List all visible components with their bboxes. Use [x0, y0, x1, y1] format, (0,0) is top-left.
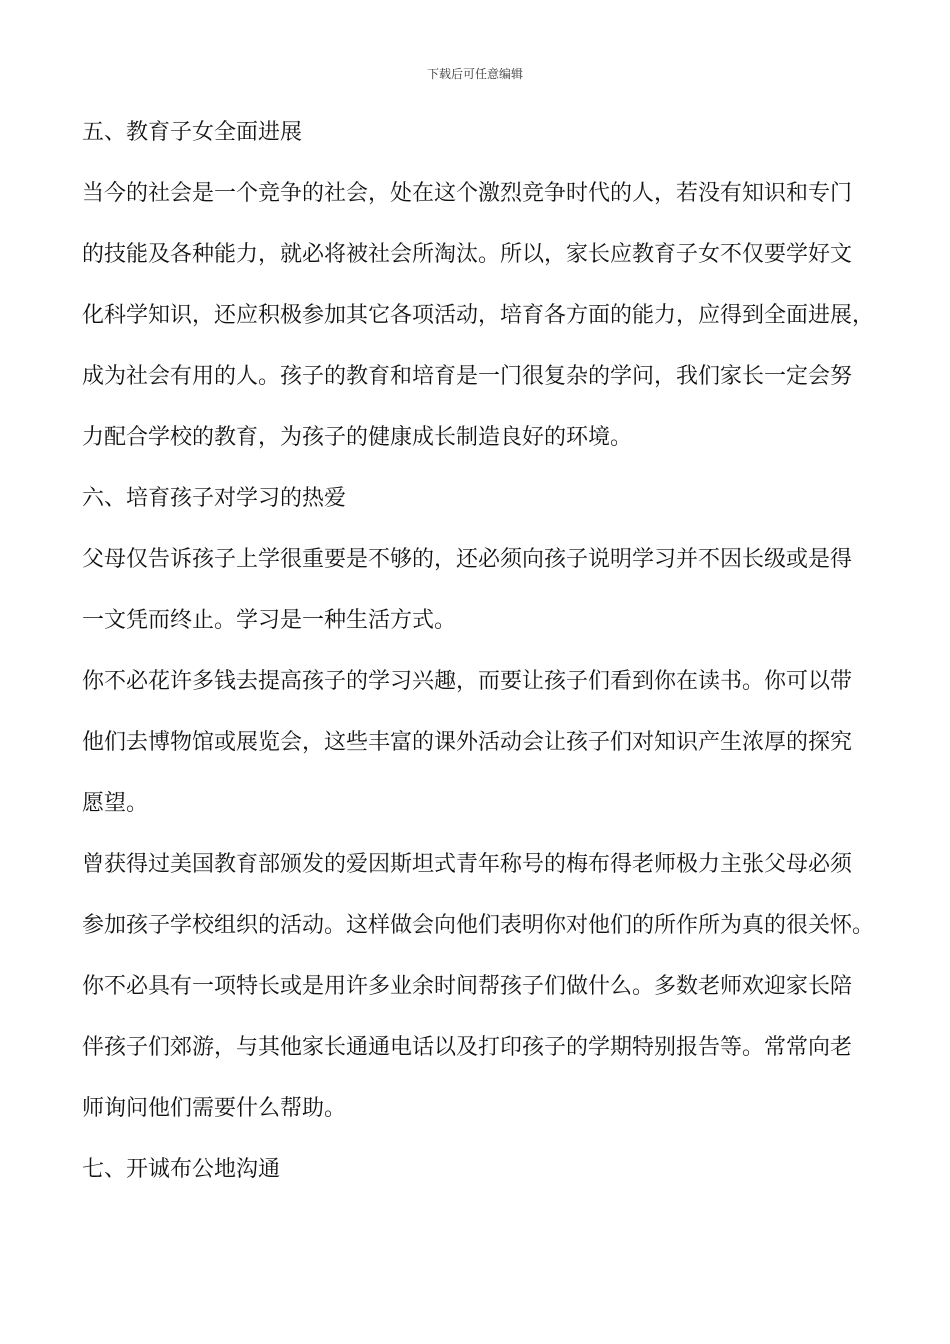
paragraph-line: 父母仅告诉孩子上学很重要是不够的，还必须向孩子说明学习并不因长级或是得 — [82, 547, 853, 572]
paragraph-line: 师询问他们需要什么帮助。 — [82, 1096, 347, 1121]
section-heading-7: 七、开诚布公地沟通 — [82, 1157, 281, 1182]
paragraph-line: 他们去博物馆或展览会，这些丰富的课外活动会让孩子们对知识产生浓厚的探究 — [82, 730, 853, 755]
paragraph-line: 成为社会有用的人。孩子的教育和培育是一门很复杂的学问，我们家长一定会努 — [82, 364, 853, 389]
page-header: 下载后可任意编辑 — [426, 67, 523, 81]
paragraph — [82, 972, 882, 1124]
section-heading-5: 五、教育子女全面进展 — [82, 120, 303, 145]
paragraph-line: 化科学知识，还应积极参加其它各项活动，培育各方面的能力，应得到全面进展， — [82, 303, 875, 328]
paragraph-line: 参加孩子学校组织的活动。这样做会向他们表明你对他们的所作所为真的很关怀。 — [82, 913, 875, 938]
paragraph-line: 一文凭而终止。学习是一种生活方式。 — [82, 608, 457, 633]
paragraph-line: 当今的社会是一个竞争的社会，处在这个激烈竞争时代的人，若没有知识和专门 — [82, 181, 853, 206]
paragraph — [82, 667, 882, 819]
paragraph-line: 伴孩子们郊游，与其他家长通通电话以及打印孩子的学期特别报告等。常常向老 — [82, 1035, 853, 1060]
paragraph-line: 你不必具有一项特长或是用许多业余时间帮孩子们做什么。多数老师欢迎家长陪 — [82, 974, 853, 999]
paragraph-line: 愿望。 — [82, 791, 149, 816]
paragraph-line: 力配合学校的教育，为孩子的健康成长制造良好的环境。 — [82, 425, 633, 450]
paragraph-line: 你不必花许多钱去提高孩子的学习兴趣，而要让孩子们看到你在读书。你可以带 — [82, 669, 853, 694]
paragraph — [82, 850, 882, 941]
paragraph — [82, 179, 882, 453]
paragraph — [82, 545, 882, 636]
document-body — [82, 118, 882, 1185]
section-heading-6: 六、培育孩子对学习的热爱 — [82, 486, 347, 511]
paragraph-line: 曾获得过美国教育部颁发的爱因斯坦式青年称号的梅布得老师极力主张父母必须 — [82, 852, 853, 877]
paragraph-line: 的技能及各种能力，就必将被社会所淘汰。所以，家长应教育子女不仅要学好文 — [82, 242, 853, 267]
